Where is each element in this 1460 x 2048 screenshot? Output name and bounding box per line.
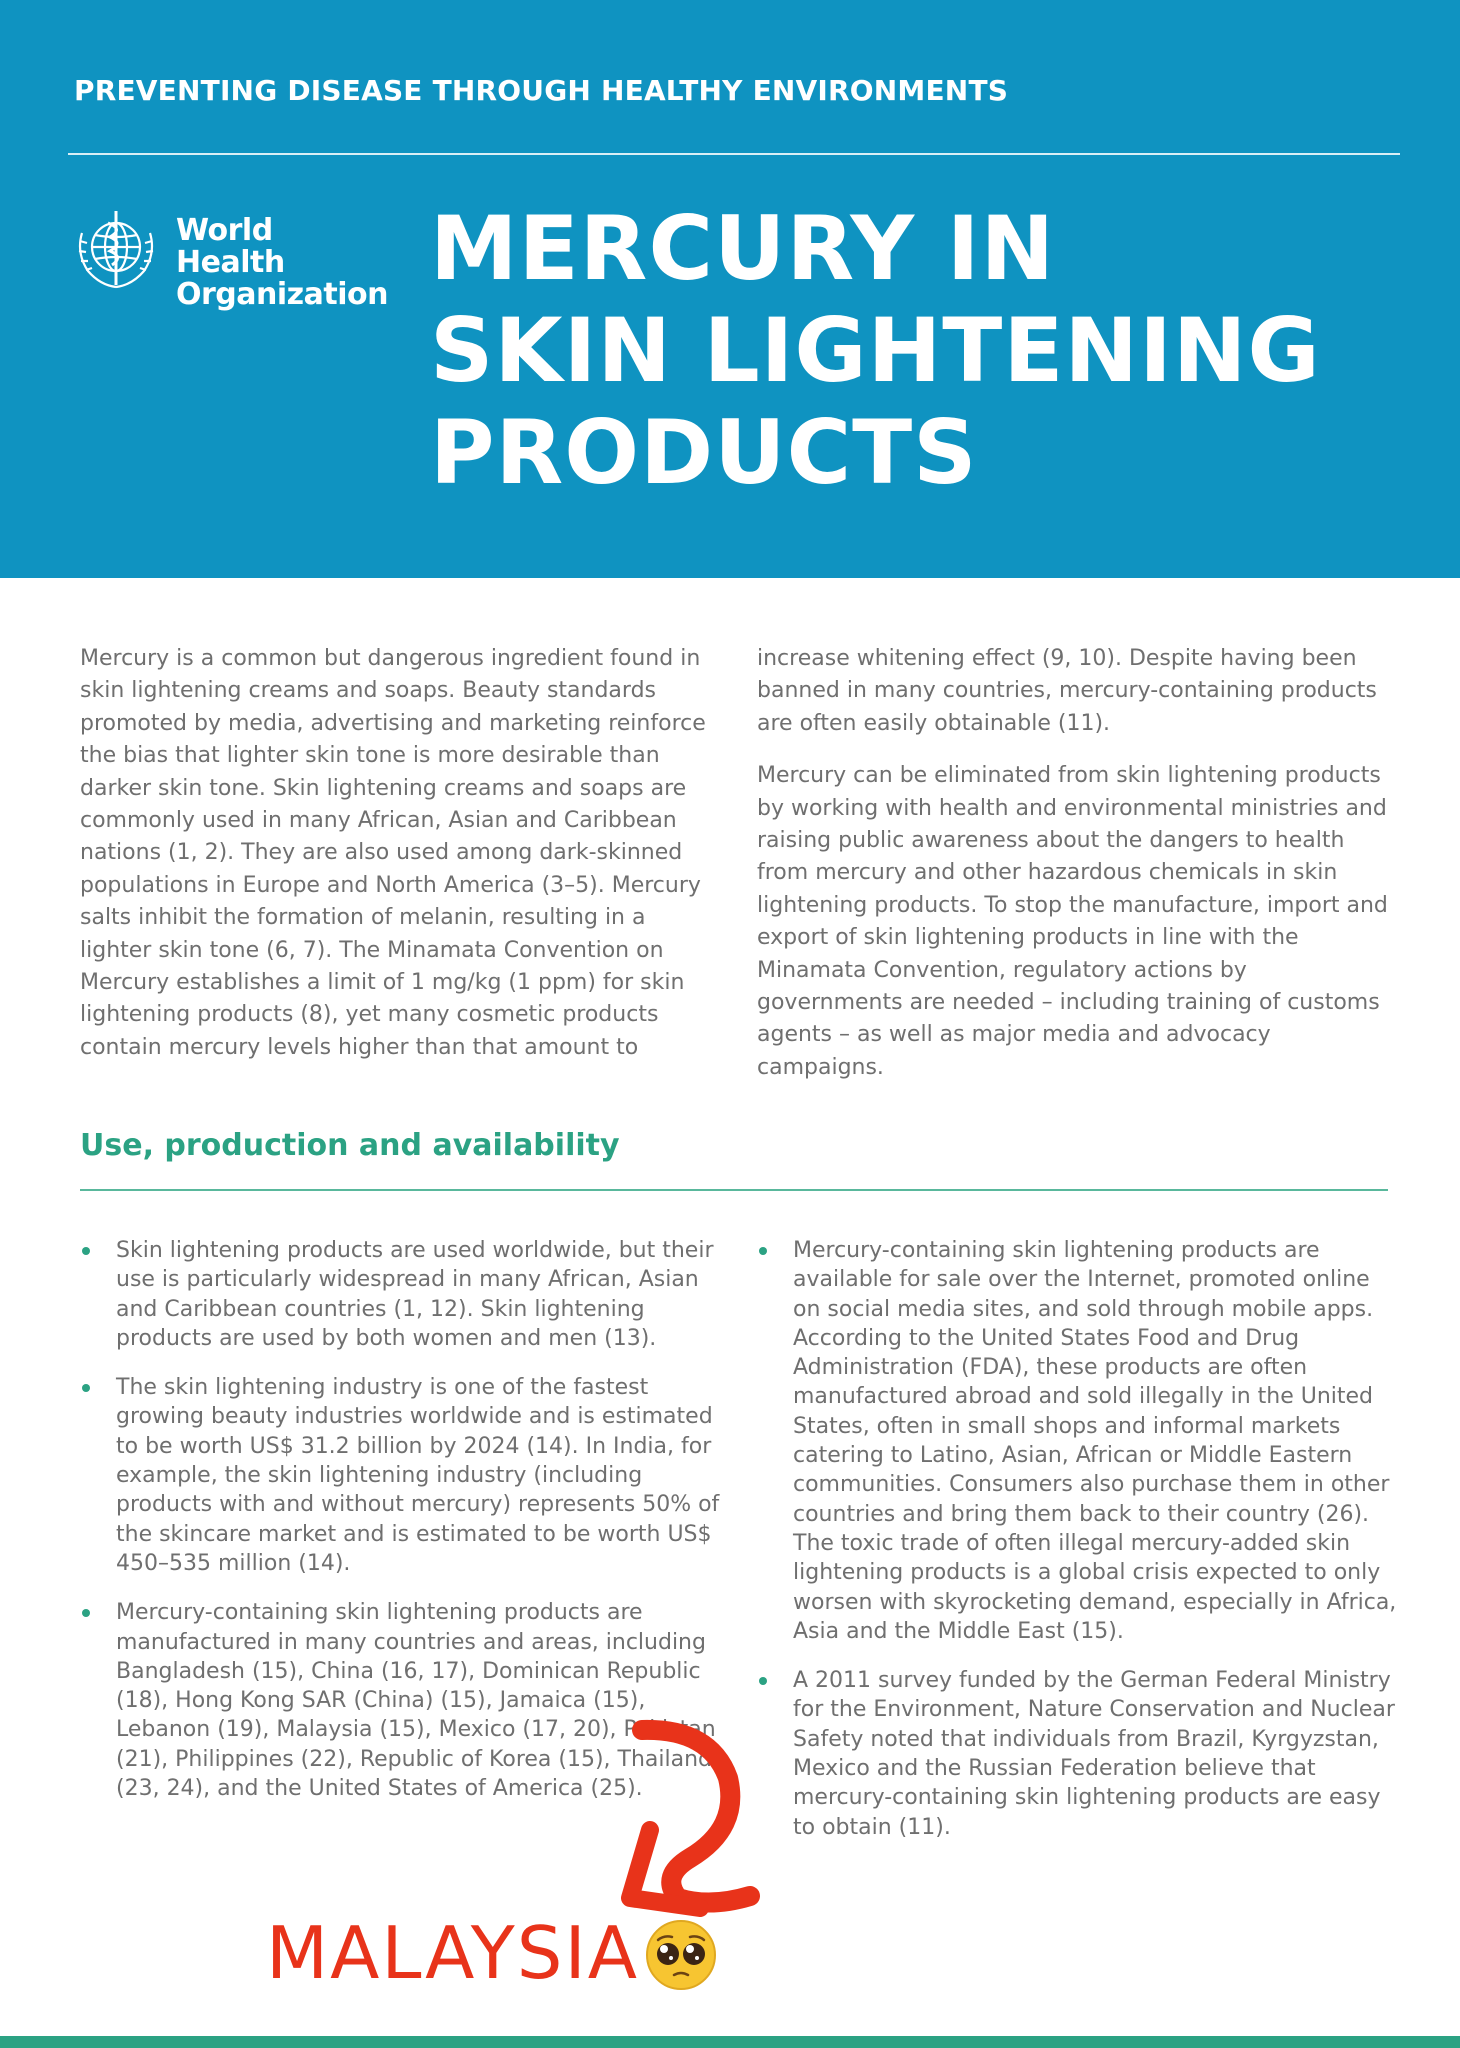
bullet-item: A 2011 survey funded by the German Federal Ministry for the Environment, Nature Conservation and Nuclear Safety noted that individuals from Brazil, Kyrgyzstan, Mexico and the Russian Federation believe that mercury-containing skin lightening products are easy to obtain (11). [757, 1666, 1397, 1842]
title-line-1: MERCURY IN [430, 197, 1056, 300]
bullet-item: Skin lightening products are used worldwide, but their use is particularly widespread in many African, Asian and Caribbean countries (1, 12). Skin lightening products are used by both women and men (13). [80, 1236, 720, 1353]
hand-drawn-arrow-icon [600, 1718, 770, 1933]
who-emblem-icon [66, 205, 166, 295]
title-line-3: PRODUCTS [430, 401, 978, 504]
logo-line-1: World Health [176, 213, 285, 280]
intro-paragraph: increase whitening effect (9, 10). Despite having been banned in many countries, mercury-containing products are often easily obtainable (11). [757, 646, 1377, 736]
who-wordmark [176, 215, 388, 311]
header-divider [68, 153, 1400, 155]
footer-bar [0, 2036, 1460, 2048]
logo-line-2: Organization [176, 277, 388, 312]
header-banner [0, 0, 1460, 578]
handwritten-annotation: MALAYSIA [266, 1911, 639, 1995]
series-kicker: PREVENTING DISEASE THROUGH HEALTHY ENVIRONMENTS [74, 74, 1009, 107]
title-line-2: SKIN LIGHTENING [430, 299, 1321, 402]
page-title [430, 198, 1321, 504]
section-heading: Use, production and availability [80, 1128, 620, 1163]
bullet-item: The skin lightening industry is one of the fastest growing beauty industries worldwide and is estimated to be worth US$ 31.2 billion by 2024 (14). In India, for example, the skin lightening industry (including products with and without mercury) represents 50% of the skincare market and is estimated to be worth US$ 450–535 million (14). [80, 1373, 720, 1578]
bullet-item: Mercury-containing skin lightening products are available for sale over the Internet, promoted online on social media sites, and sold through mobile apps. According to the United States Food and Drug Administration (FDA), these products are often manufactured abroad and sold illegally in the United States, often in small shops and informal markets catering to Latino, Asian, African or Middle Eastern communities. Consumers also purchase them in other countries and bring them back to their country (26). The toxic trade of often illegal mercury-added skin lightening products is a global crisis expected to only worsen with skyrocketing demand, especially in Africa, Asia and the Middle East (15). [757, 1236, 1397, 1646]
bullet-list-right [757, 1236, 1397, 1862]
intro-paragraph: Mercury can be eliminated from skin lightening products by working with health and environmental ministries and raising public awareness about the dangers to health from mercury and other hazardous chemicals in skin lightening products. To stop the manufacture, import and export of skin lightening products in line with the Minamata Convention, regulatory actions by governments are needed – including training of customs agents – as well as major media and advocacy campaigns. [757, 763, 1388, 1080]
section-divider [80, 1189, 1388, 1191]
bullet-item: Mercury-containing skin lightening products are manufactured in many countries and areas, including Bangladesh (15), China (16, 17), Dominican Republic (18), Hong Kong SAR (China) (15), Jamaica (15), Lebanon (19), Malaysia (15), Mexico (17, 20), Pakistan (21), Philippines (22), Republic of Korea (15), Thailand (23, 24), and the United States of America (25). [80, 1598, 720, 1803]
who-logo [66, 205, 388, 312]
intro-column-right [757, 643, 1397, 1104]
pleading-face-emoji-icon [644, 1918, 718, 1992]
intro-column-left [80, 643, 720, 1084]
intro-paragraph: Mercury is a common but dangerous ingredient found in skin lightening creams and soaps. Beauty standards promoted by media, advertising and marketing reinforce the bias that lighter skin tone is more desirable than darker skin tone. Skin lightening creams and soaps are commonly used in many African, Asian and Caribbean nations (1, 2). They are also used among dark-skinned populations in Europe and North America (3–5). Mercury salts inhibit the formation of melanin, resulting in a lighter skin tone (6, 7). The Minamata Convention on Mercury establishes a limit of 1 mg/kg (1 ppm) for skin lightening products (8), yet many cosmetic products contain mercury levels higher than that amount to [80, 646, 706, 1060]
